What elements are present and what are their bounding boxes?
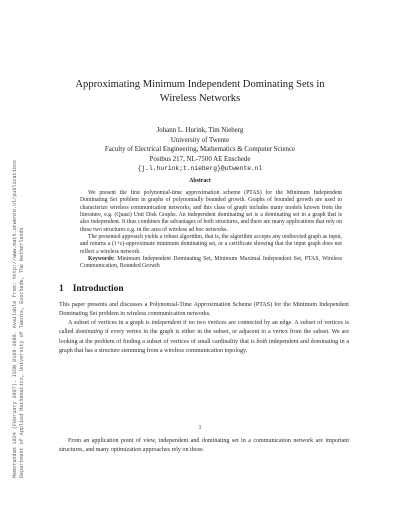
author-address: Postbus 217, NL-7500 AE Enschede <box>149 155 251 163</box>
paper-title-line-1: Approximating Minimum Independent Dominating Sets in <box>75 79 325 90</box>
page-number: 1 <box>198 425 202 431</box>
section-number: 1 <box>59 284 64 294</box>
author-faculty: Faculty of Electrical Engineering, Mathematics & Computer Science <box>104 146 296 154</box>
author-email: {j.l.hurink;t.nieberg}@utwente.nl <box>137 165 263 173</box>
abstract-paragraph-1: We present the first polynomial-time approximation scheme (PTAS) for the Minimum Independent Dominating Set problem in graphs of polynomially bounded growth. Graphs of bounded growth are used to characterize wireless communication networks, and this class of graph includes many models known from the literature, e.g. (Quasi) Unit Disk Graphs. An independent dominating set is a dominating set in a graph that is also independent. It thus combines the advantages of both structures, and there are many applications that rely on these two structures e.g. in the area of wireless ad hoc networks. <box>80 190 342 233</box>
body-paragraph-2-part-d: independent and dominating in a graph that has a structure stemming from a wireless communication topology. <box>59 338 350 354</box>
abstract-paragraph-2: The presented approach yields a robust algorithm, that is, the algorithm accepts any undirected graph as input, and returns a (1+ε)-approximate minimum dominating set, or a certificate showing that the input graph does not reflect a wireless network. <box>80 234 342 255</box>
abstract <box>80 190 342 271</box>
section-heading-introduction <box>59 283 124 295</box>
body-paragraph-2-part-c: if every vertex in the graph is either in the subset, or adjacent to a vertex from the subset. We are looking at the problem of finding a subset of vertices of small cardinality that is <box>59 329 350 345</box>
side-stamp <box>12 58 26 478</box>
body-paragraph-2-part-a: A subset of vertices in a graph is <box>68 320 152 327</box>
section-title: Introduction <box>72 284 124 294</box>
keywords-text: Minimum Independent Dominating Set, Minimum Maximal Independent Set, PTAS, Wireless Communication, Bounded Growth <box>80 256 342 270</box>
body-paragraph-2-part-b: if no two vertices are connected by an edge. A subset of vertices is called <box>59 320 349 336</box>
introduction-body-continued <box>59 437 349 455</box>
paper-title <box>50 78 350 106</box>
body-paragraph-2 <box>59 319 349 356</box>
abstract-heading: Abstract <box>189 178 211 184</box>
introduction-body <box>59 301 349 356</box>
keywords-label: Keywords: <box>88 256 115 263</box>
paper-title-line-2: Wireless Networks <box>159 93 241 104</box>
author-university: University of Twente <box>170 136 230 144</box>
body-paragraph-3: From an application point of view, independent and dominating set in a communication network are important structures, and many optimization approaches rely on those. <box>59 438 349 454</box>
body-paragraph-1: This paper presents and discusses a Polynomial-Time Approximation Scheme (PTAS) for the Minimum Independent Dominating Set problem in wireless communication networks. <box>59 302 349 318</box>
author-block <box>50 126 350 174</box>
term-dominating: dominating <box>75 329 104 336</box>
term-both: both <box>256 338 268 345</box>
side-stamp-line-1: Memorandum 1824 (February 2007). ISSN 0169-2690. Available from: http://www.math.utwente.nl/publications <box>12 160 18 478</box>
author-names: Johann L. Hurink, Tim Nieberg <box>156 127 244 134</box>
side-stamp-line-2: Department of Applied Mathematics, University of Twente, Enschede, The Netherlands <box>19 227 25 478</box>
term-independent: independent <box>151 320 182 327</box>
abstract-keywords <box>80 256 342 271</box>
